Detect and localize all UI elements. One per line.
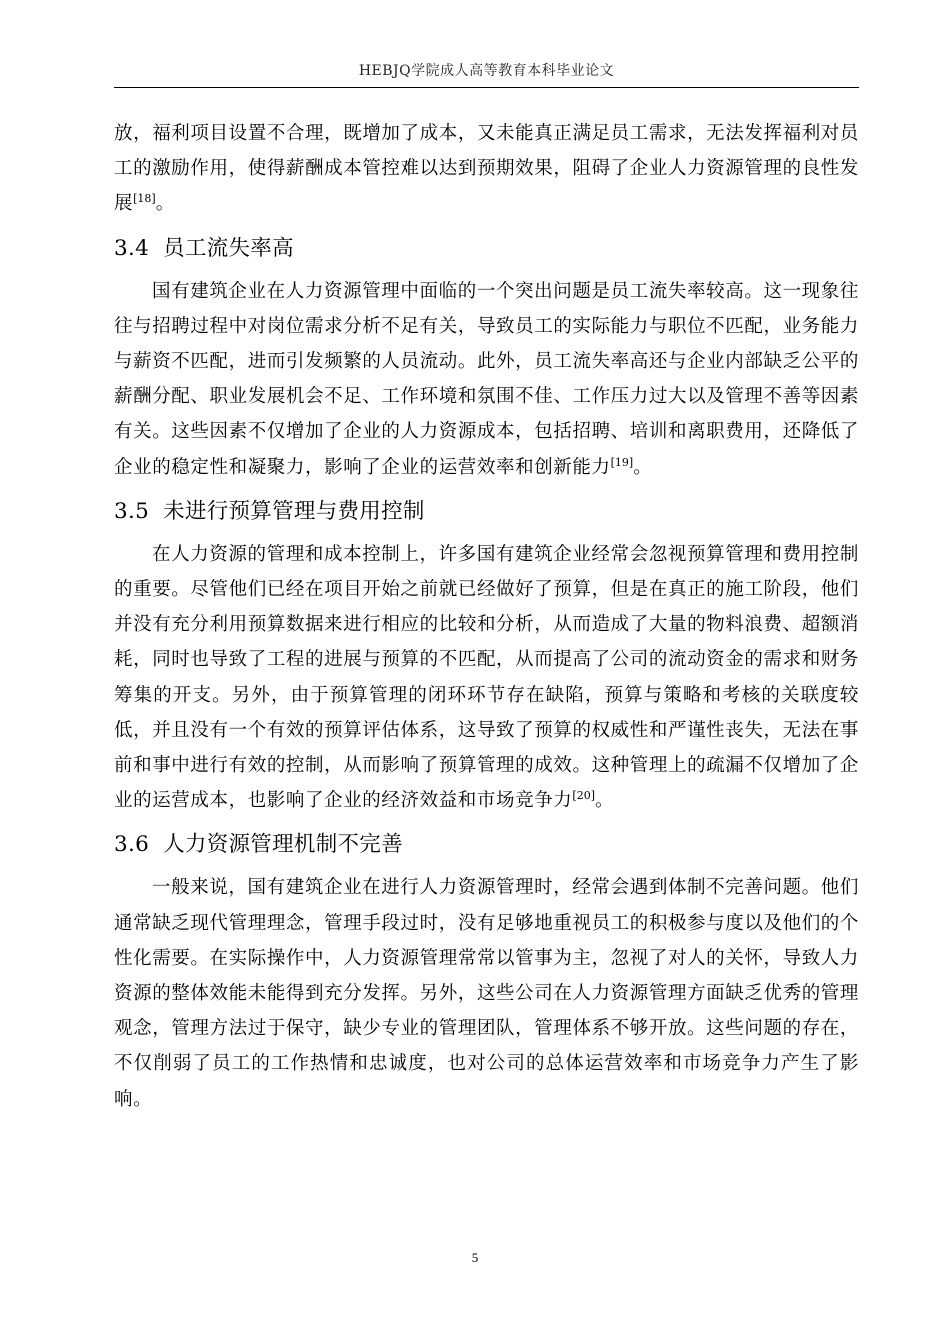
section-paragraph-3-5: [114, 537, 859, 819]
section-number: 3.4: [114, 235, 150, 261]
citation: [18]: [133, 192, 156, 206]
paragraph-text: 在人力资源的管理和成本控制上，许多国有建筑企业经常会忽视预算管理和费用控制的重要。尽管他们已经在项目开始之前就已经做好了预算，但是在真正的施工阶段，他们并没有充分利用预算数据来进行相应的比较和分析，从而造成了大量的物料浪费、超额消耗，同时也导致了工程的进展与预算的不匹配，从而提高了公司的流动资金的需求和财务筹集的开支。另外，由于预算管理的闭环环节存在缺陷，预算与策略和考核的关联度较低，并且没有一个有效的预算评估体系，这导致了预算的权威性和严谨性丧失，无法在事前和事中进行有效的控制，从而影响了预算管理的成效。这种管理上的疏漏不仅增加了企业的运营成本，也影响了企业的经济效益和市场竞争力: [114, 543, 859, 812]
section-title: 未进行预算管理与费用控制: [163, 498, 425, 524]
intro-paragraph: [114, 116, 859, 222]
section-title: 人力资源管理机制不完善: [163, 832, 403, 858]
page-header: HEBJQ学院成人高等教育本科毕业论文: [358, 63, 615, 79]
section-number: 3.5: [114, 498, 150, 524]
section-paragraph-3-4: [114, 274, 859, 485]
paragraph-end: 。: [595, 790, 615, 812]
page-number: 5: [471, 1250, 479, 1265]
section-heading-3-6: [114, 827, 859, 863]
section-number: 3.6: [114, 832, 150, 858]
document-body: [114, 116, 859, 1117]
section-title: 员工流失率高: [163, 235, 294, 261]
section-paragraph-3-6: [114, 870, 859, 1116]
header-divider: [114, 87, 859, 88]
paragraph-text: 一般来说，国有建筑企业在进行人力资源管理时，经常会遇到体制不完善问题。他们通常缺乏现代管理理念，管理手段过时，没有足够地重视员工的积极参与度以及他们的个性化需要。在实际操作中，人力资源管理常常以管事为主，忽视了对人的关怀，导致人力资源的整体效能未能得到充分发挥。另外，这些公司在人力资源管理方面缺乏优秀的管理观念，管理方法过于保守，缺少专业的管理团队，管理体系不够开放。这些问题的存在，不仅削弱了员工的工作热情和忠诚度，也对公司的总体运营效率和市场竞争力产生了影响。: [114, 877, 859, 1110]
paragraph-end: 。: [633, 456, 653, 478]
section-heading-3-4: [114, 231, 859, 267]
intro-end: 。: [155, 193, 175, 215]
intro-text: 放，福利项目设置不合理，既增加了成本，又未能真正满足员工需求，无法发挥福利对员工的激励作用，使得薪酬成本管控难以达到预期效果，阻碍了企业人力资源管理的良性发展: [114, 123, 859, 215]
section-heading-3-5: [114, 494, 859, 530]
paragraph-text: 国有建筑企业在人力资源管理中面临的一个突出问题是员工流失率较高。这一现象往往与招聘过程中对岗位需求分析不足有关，导致员工的实际能力与职位不匹配，业务能力与薪资不匹配，进而引发频繁的人员流动。此外，员工流失率高还与企业内部缺乏公平的薪酬分配、职业发展机会不足、工作环境和氛围不佳、工作压力过大以及管理不善等因素有关。这些因素不仅增加了企业的人力资源成本，包括招聘、培训和离职费用，还降低了企业的稳定性和凝聚力，影响了企业的运营效率和创新能力: [114, 280, 859, 478]
citation: [19]: [610, 455, 634, 469]
citation: [20]: [572, 789, 595, 803]
